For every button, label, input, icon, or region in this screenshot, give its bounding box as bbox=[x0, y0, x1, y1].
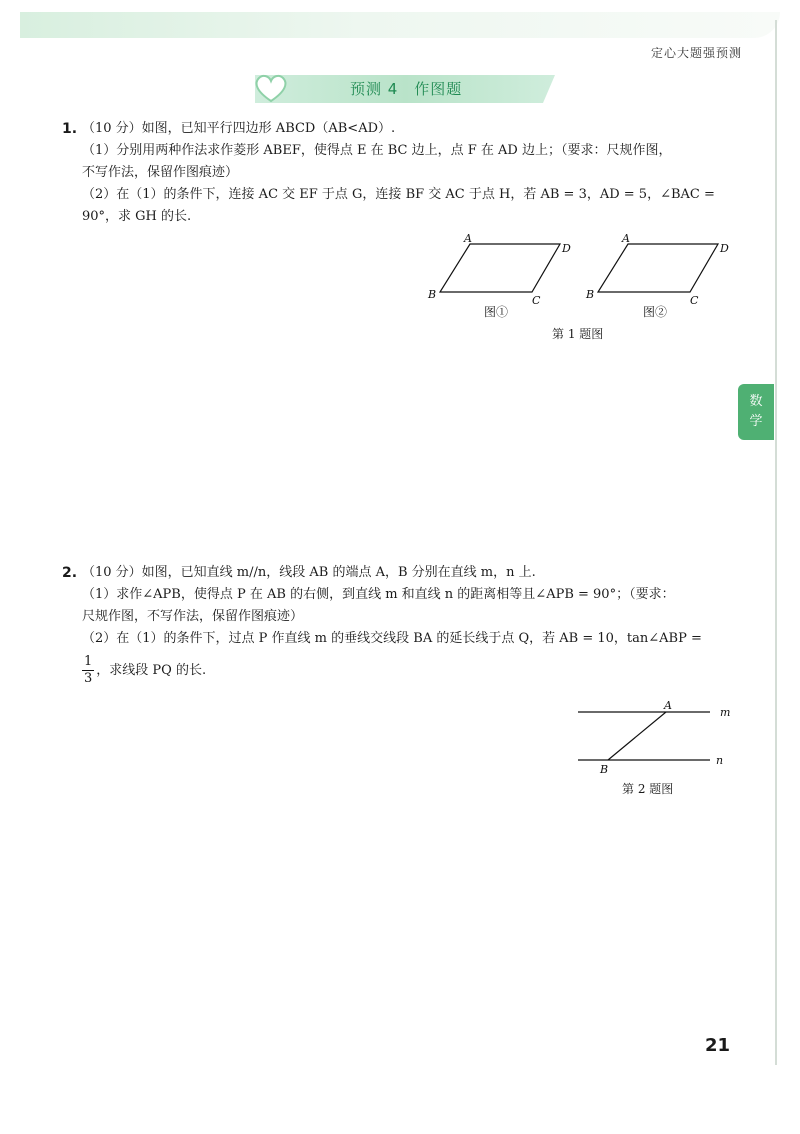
page-number: 21 bbox=[705, 1035, 731, 1056]
question-2-number: 2. bbox=[62, 565, 78, 581]
right-margin-rule bbox=[775, 20, 777, 1065]
fig2-point-d: D bbox=[720, 242, 729, 255]
question-1-number: 1. bbox=[62, 121, 78, 137]
fig-q2-point-b: B bbox=[600, 763, 609, 776]
question-2-line-5-text: ，求线段 PQ 的长. bbox=[96, 663, 207, 678]
figure-1-label: 图① bbox=[484, 305, 509, 319]
figure-2-label: 图② bbox=[643, 305, 668, 319]
heart-icon bbox=[252, 72, 290, 104]
question-1 bbox=[62, 118, 732, 228]
fig1-point-d: D bbox=[562, 242, 571, 255]
fraction-denominator: 3 bbox=[84, 671, 93, 686]
question-1-line-5: 90°，求 GH 的长. bbox=[82, 209, 192, 224]
question-2-line-4: （2）在（1）的条件下，过点 P 作直线 m 的垂线交线段 BA 的延长线于点 Q，若 AB = 10，tan∠ABP = bbox=[82, 631, 702, 646]
subject-tab bbox=[738, 384, 774, 440]
subject-tab-line2: 学 bbox=[749, 414, 763, 429]
fig1-point-a: A bbox=[464, 232, 472, 245]
question-2-figure bbox=[570, 700, 740, 780]
fig2-point-a: A bbox=[622, 232, 630, 245]
question-1-line-2: （1）分别用两种作法求作菱形 ABEF，使得点 E 在 BC 边上，点 F 在 AD 边上；（要求：尺规作图， bbox=[82, 143, 672, 158]
question-2-line-1: （10 分）如图，已知直线 m//n，线段 AB 的端点 A，B 分别在直线 m，n 上. bbox=[82, 565, 536, 580]
segment-ab bbox=[608, 712, 666, 760]
subject-tab-line1: 数 bbox=[749, 394, 763, 409]
fig-q2-line-m: m bbox=[720, 706, 731, 719]
fig2-point-b: B bbox=[586, 288, 595, 301]
page-header: 定心大题强预测 bbox=[650, 46, 742, 60]
fig1-point-c: C bbox=[532, 294, 541, 307]
question-1-figures bbox=[420, 232, 740, 322]
parallelogram-figure-2 bbox=[598, 244, 718, 292]
question-1-line-1: （10 分）如图，已知平行四边形 ABCD（AB<AD）. bbox=[82, 121, 396, 136]
question-2-line-5 bbox=[82, 654, 732, 687]
fig1-point-b: B bbox=[428, 288, 437, 301]
parallelogram-figure-1 bbox=[440, 244, 560, 292]
top-decorative-band bbox=[20, 12, 780, 38]
question-2-line-2: （1）求作∠APB，使得点 P 在 AB 的右侧，到直线 m 和直线 n 的距离相等且∠APB = 90°；（要求： bbox=[82, 587, 675, 602]
question-1-line-4: （2）在（1）的条件下，连接 AC 交 EF 于点 G，连接 BF 交 AC 于点 H，若 AB = 3，AD = 5，∠BAC = bbox=[82, 187, 715, 202]
fig2-point-c: C bbox=[690, 294, 699, 307]
question-2-figure-caption: 第 2 题图 bbox=[622, 782, 674, 796]
fraction-one-third bbox=[82, 654, 94, 687]
question-2-line-3: 尺规作图，不写作法，保留作图痕迹） bbox=[82, 609, 304, 624]
question-2 bbox=[62, 562, 732, 687]
question-1-line-3: 不写作法，保留作图痕迹） bbox=[82, 165, 239, 180]
section-title: 预测 4 作图题 bbox=[350, 80, 463, 98]
fraction-numerator: 1 bbox=[84, 654, 93, 669]
fig-q2-line-n: n bbox=[716, 754, 724, 767]
question-1-figure-caption: 第 1 题图 bbox=[552, 327, 604, 341]
fig-q2-point-a: A bbox=[664, 700, 672, 712]
